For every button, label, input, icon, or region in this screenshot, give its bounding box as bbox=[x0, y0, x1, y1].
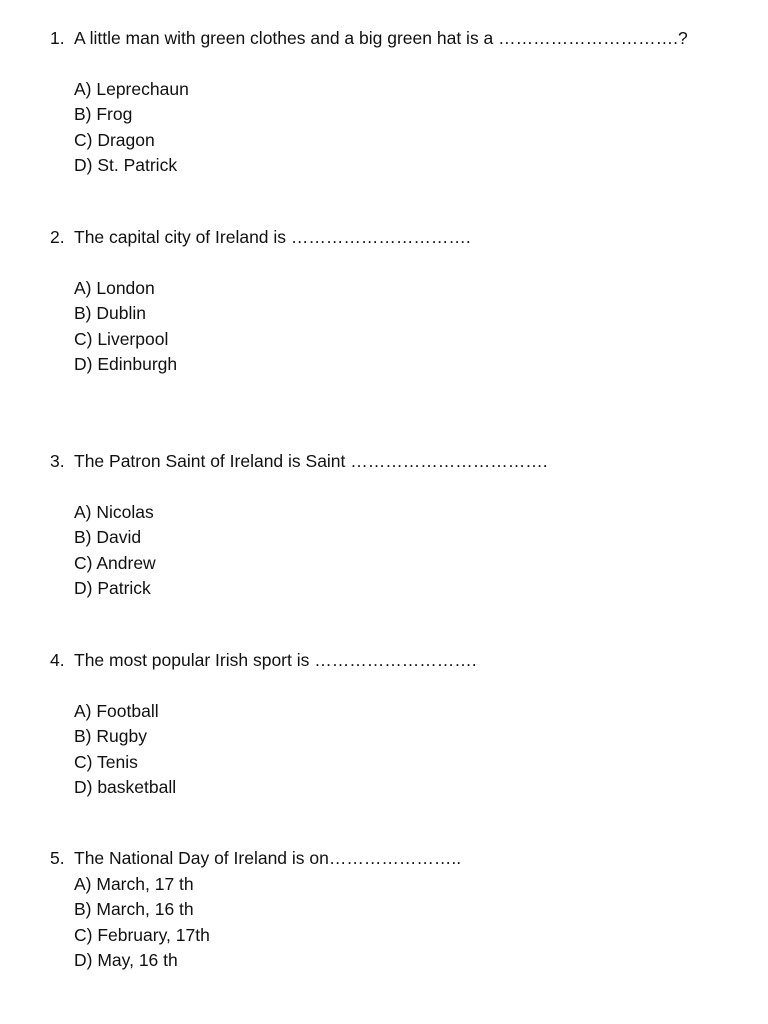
question-text: The Patron Saint of Ireland is Saint ……………………………. bbox=[74, 451, 548, 471]
option-c: C) Tenis bbox=[74, 751, 138, 772]
question-1 bbox=[50, 26, 740, 179]
option-list bbox=[74, 276, 740, 378]
option-d: D) Patrick bbox=[74, 578, 151, 598]
option-c: C) February, 17th bbox=[74, 924, 210, 945]
question-4 bbox=[50, 648, 740, 801]
question-2 bbox=[50, 225, 740, 378]
option-b: B) March, 16 th bbox=[74, 899, 194, 919]
option-b: B) David bbox=[74, 527, 142, 547]
question-line bbox=[50, 846, 740, 872]
option-d: D) basketball bbox=[74, 777, 177, 797]
question-number: 1. bbox=[50, 28, 65, 48]
question-number: 4. bbox=[50, 650, 65, 670]
question-text: The capital city of Ireland is …………………………. bbox=[74, 227, 471, 247]
question-line bbox=[50, 449, 740, 475]
option-c: C) Liverpool bbox=[74, 328, 169, 349]
question-text: The most popular Irish sport is ………………………. bbox=[74, 650, 477, 670]
option-d: D) St. Patrick bbox=[74, 155, 178, 175]
option-a: A) London bbox=[74, 277, 155, 298]
option-c: C) Andrew bbox=[74, 552, 156, 573]
option-list bbox=[74, 500, 740, 602]
question-number: 3. bbox=[50, 451, 65, 471]
question-number: 2. bbox=[50, 227, 65, 247]
option-b: B) Frog bbox=[74, 104, 133, 124]
question-5 bbox=[50, 846, 740, 974]
option-c: C) Dragon bbox=[74, 129, 155, 150]
option-b: B) Dublin bbox=[74, 303, 146, 323]
question-line bbox=[50, 225, 740, 251]
question-number: 5. bbox=[50, 848, 65, 868]
question-text: A little man with green clothes and a big green hat is a ………………………….? bbox=[74, 28, 688, 48]
question-line bbox=[50, 648, 740, 674]
option-a: A) March, 17 th bbox=[74, 873, 194, 894]
option-d: D) May, 16 th bbox=[74, 950, 178, 970]
question-text: The National Day of Ireland is on………………….. bbox=[74, 848, 462, 868]
option-a: A) Nicolas bbox=[74, 501, 154, 522]
option-list bbox=[74, 699, 740, 801]
option-b: B) Rugby bbox=[74, 726, 147, 746]
question-3 bbox=[50, 449, 740, 602]
option-list bbox=[74, 77, 740, 179]
option-d: D) Edinburgh bbox=[74, 354, 178, 374]
option-list bbox=[74, 872, 740, 974]
question-line bbox=[50, 26, 740, 52]
option-a: A) Leprechaun bbox=[74, 78, 189, 99]
option-a: A) Football bbox=[74, 700, 159, 721]
